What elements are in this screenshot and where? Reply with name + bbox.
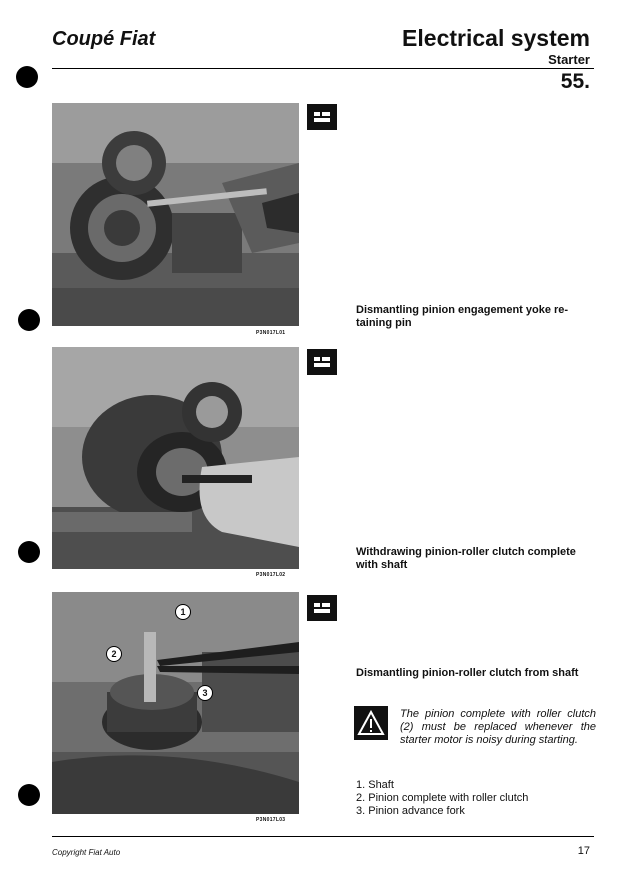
photo-pinion-shaft [52,592,299,814]
figure-caption: Dismantling pinion-roller clutch from shaft [356,667,579,679]
page-subtitle: Starter [548,52,590,67]
binder-hole [18,309,40,331]
callout-1: 1 [175,604,191,620]
footer-rule [52,836,594,837]
callout-3: 3 [197,685,213,701]
figure-code: P3N017L03 [256,817,286,823]
legend-item: 1. Shaft [356,779,394,791]
page-title: Electrical system [402,25,590,51]
operation-icon [307,349,337,375]
figure-caption: Withdrawing pinion-roller clutch complete with shaft [356,546,576,571]
warning-text: The pinion complete with roller clutch (2) must be replaced whenever the starter motor is noisy during starting. [400,708,596,746]
binder-hole [16,66,38,88]
callout-2: 2 [106,646,122,662]
parts-legend [356,779,528,818]
figure-caption: Dismantling pinion engagement yoke re-taining pin [356,304,569,329]
warning-triangle-icon [354,706,388,740]
binder-hole [18,784,40,806]
legend-item: 2. Pinion complete with roller clutch [356,792,529,804]
legend-item: 3. Pinion advance fork [356,805,465,817]
photo-yoke-pin [52,103,299,326]
page-number: 17 [577,845,590,857]
operation-icon [307,104,337,130]
figure-code: P3N017L02 [256,572,286,578]
header-rule [52,68,594,69]
section-number: 55. [560,70,590,93]
figure-code: P3N017L01 [256,330,286,336]
operation-icon [307,595,337,621]
brand-title: Coupé Fiat [52,28,156,50]
photo-pinion-withdraw [52,347,299,569]
binder-hole [18,541,40,563]
copyright: Copyright Fiat Auto [52,848,121,857]
